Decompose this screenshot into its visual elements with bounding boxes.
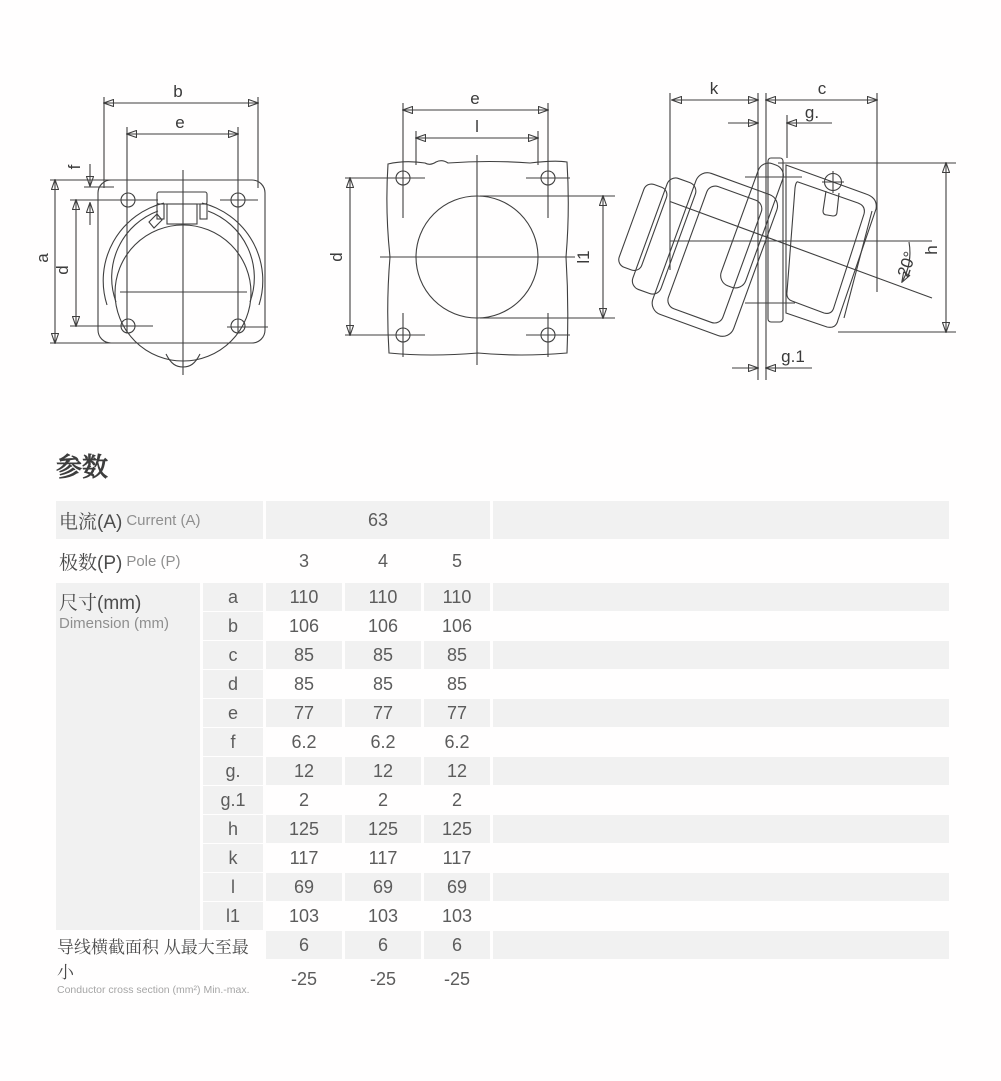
dim-key-c: c [203, 641, 263, 669]
dim-value: 103 [441, 905, 473, 926]
dim-value: 12 [424, 757, 490, 785]
dim-key-g1: g.1 [203, 786, 263, 814]
dim-key-a: a [203, 583, 263, 611]
dim-value: 125 [424, 815, 490, 843]
cutout-view-drawing [327, 70, 640, 405]
parameters-table [56, 501, 949, 998]
conductor-value-min: 6 [345, 931, 421, 959]
side-view-dimensions [670, 79, 956, 368]
dim-value: 85 [372, 673, 394, 694]
filler-cell [493, 757, 949, 785]
dim-key-h: h [203, 815, 263, 843]
dim-value: 110 [345, 583, 421, 611]
conductor-row-label [56, 931, 263, 998]
cutout-dim-e-label: e [470, 89, 480, 108]
dim-key-f: f [203, 728, 263, 756]
conductor-value-max: -25 [290, 968, 317, 989]
section-title: 参数 [56, 452, 109, 482]
front-dim-b-label: b [173, 82, 183, 101]
cutout-dim-l-label: l [475, 117, 479, 136]
conductor-value-max: -25 [369, 968, 396, 989]
conductor-label-en: Conductor cross section (mm²) Min.-max. [57, 984, 250, 996]
filler-cell [493, 844, 949, 872]
filler-cell [493, 641, 949, 669]
front-dim-a-label: a [33, 253, 52, 263]
pole-value: 3 [298, 550, 309, 571]
filler-cell [493, 501, 949, 539]
dim-value: 85 [424, 641, 490, 669]
dim-value: 6.2 [291, 731, 317, 752]
filler-cell [493, 540, 949, 582]
filler-cell [493, 960, 949, 998]
dim-value: 69 [345, 873, 421, 901]
front-dim-f-label: f [65, 164, 84, 170]
dim-key-l: l [203, 873, 263, 901]
dim-value: 117 [442, 847, 472, 868]
dim-value: 2 [451, 789, 462, 810]
dim-key-g: g. [203, 757, 263, 785]
dim-value: 106 [441, 615, 473, 636]
dim-value: 2 [377, 789, 388, 810]
conductor-value-max: -25 [443, 968, 470, 989]
conductor-value-min: 6 [424, 931, 490, 959]
side-dim-g1-label: g.1 [781, 347, 805, 366]
front-dim-d-label: d [53, 265, 72, 275]
dim-key-l1: l1 [203, 902, 263, 930]
current-value: 63 [266, 501, 490, 539]
conductor-value-min: 6 [266, 931, 342, 959]
dim-value: 6.2 [370, 731, 396, 752]
dim-value: 103 [288, 905, 320, 926]
filler-cell [493, 728, 949, 756]
filler-cell [493, 873, 949, 901]
filler-cell [493, 699, 949, 727]
side-dim-h-label: h [922, 245, 941, 255]
dimension-label-zh: 尺寸(mm) [59, 593, 142, 614]
dim-value: 125 [266, 815, 342, 843]
pole-label-zh: 极数(P) [59, 552, 123, 574]
dim-value: 85 [293, 673, 315, 694]
dim-value: 125 [345, 815, 421, 843]
pole-label-en: Pole (P) [126, 552, 181, 570]
pole-value: 4 [377, 550, 388, 571]
dim-value: 110 [424, 583, 490, 611]
dim-key-b: b [203, 612, 263, 640]
filler-cell [493, 786, 949, 814]
dim-value: 117 [289, 847, 319, 868]
dim-value: 77 [424, 699, 490, 727]
dim-value: 106 [367, 615, 399, 636]
conductor-label-zh: 导线横截面积 从最大至最小 [57, 938, 249, 982]
dim-value: 85 [345, 641, 421, 669]
cutout-outline [345, 103, 575, 365]
pole-row-label [56, 540, 263, 582]
dim-key-e: e [203, 699, 263, 727]
cutout-dim-l1-label: l1 [574, 250, 593, 264]
filler-cell [493, 931, 949, 959]
dim-value: 2 [298, 789, 309, 810]
dim-value: 110 [266, 583, 342, 611]
dim-value: 69 [424, 873, 490, 901]
cutout-dim-d-label: d [327, 252, 346, 262]
dim-value: 12 [345, 757, 421, 785]
dim-value: 103 [367, 905, 399, 926]
current-label-zh: 电流(A) [59, 511, 123, 533]
cutout-dimensions [327, 89, 615, 335]
side-view-drawing [640, 70, 990, 405]
dim-value: 69 [266, 873, 342, 901]
side-dim-angle-label: 20° [893, 249, 920, 280]
side-dim-g-label: g. [804, 103, 820, 122]
dim-value: 77 [266, 699, 342, 727]
filler-cell [493, 612, 949, 640]
side-dim-k-label: k [709, 79, 719, 98]
dim-value: 117 [368, 847, 398, 868]
dim-value: 85 [446, 673, 468, 694]
side-dim-c-label: c [817, 79, 827, 98]
filler-cell [493, 583, 949, 611]
front-view-drawing [33, 70, 340, 405]
dim-value: 106 [288, 615, 320, 636]
dim-value: 85 [266, 641, 342, 669]
current-label-en: Current (A) [126, 511, 201, 529]
front-view-outline [70, 127, 268, 375]
dim-value: 12 [266, 757, 342, 785]
front-dim-e-label: e [175, 113, 185, 132]
current-row-label [56, 501, 263, 539]
dim-key-d: d [203, 670, 263, 698]
dim-value: 6.2 [444, 731, 470, 752]
filler-cell [493, 815, 949, 843]
pole-value: 5 [451, 550, 462, 571]
side-view-outline [606, 93, 932, 380]
dimension-row-label [56, 583, 200, 930]
filler-cell [493, 902, 949, 930]
dim-key-k: k [203, 844, 263, 872]
filler-cell [493, 670, 949, 698]
dimension-label-en: Dimension (mm) [59, 615, 170, 632]
dim-value: 77 [345, 699, 421, 727]
